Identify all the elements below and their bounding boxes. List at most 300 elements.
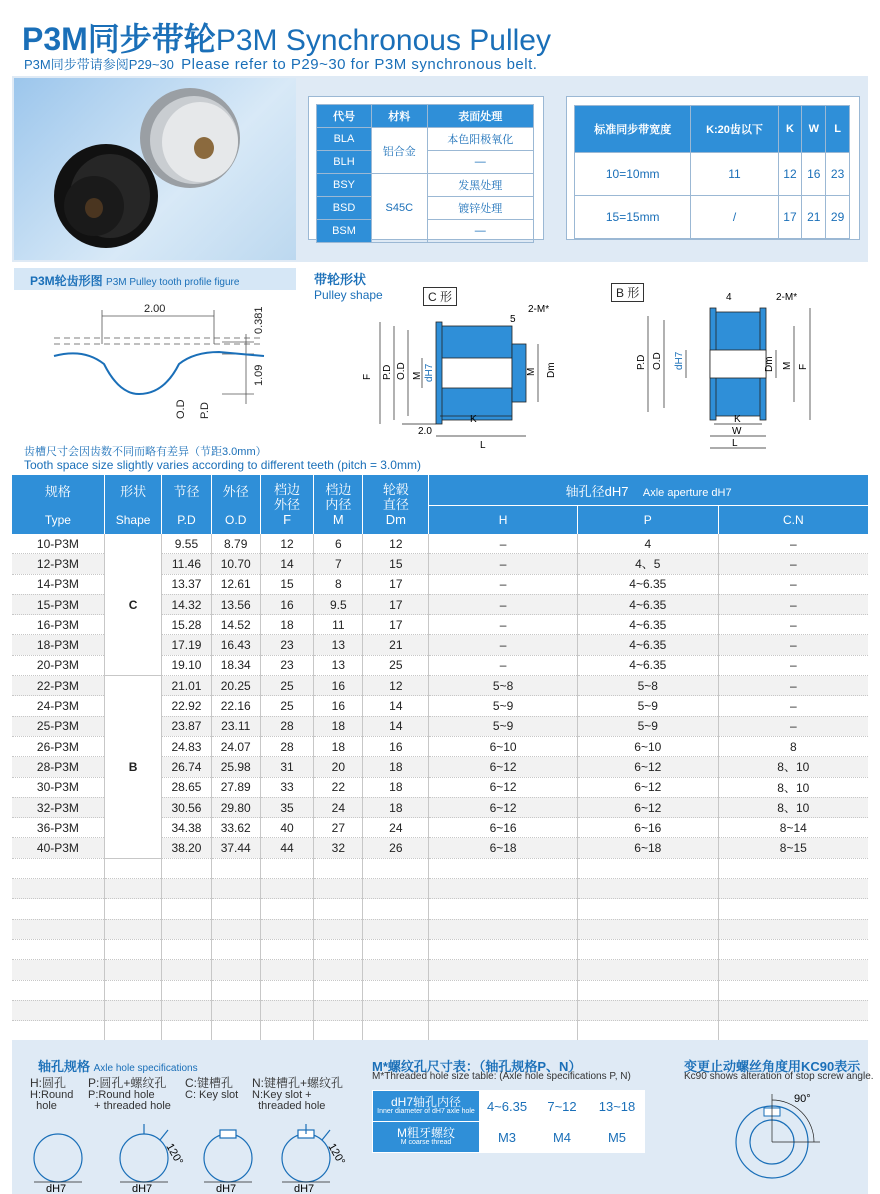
table-cell: 16 — [314, 696, 363, 716]
table-cell — [162, 980, 211, 1000]
table-cell — [104, 939, 161, 959]
table-cell: 8~14 — [718, 818, 868, 838]
table-cell — [12, 858, 104, 878]
table-cell: 13 — [314, 635, 363, 655]
table-cell — [718, 1021, 868, 1041]
table-cell — [577, 1021, 718, 1041]
mat-s45c: S45C — [372, 174, 428, 243]
tooth-profile-caption — [14, 268, 296, 290]
th-m: 档边 内径 M — [314, 475, 363, 534]
table-cell — [718, 939, 868, 959]
th-f: 档边 外径 F — [260, 475, 313, 534]
kw-header: K:20齿以下 — [691, 106, 778, 153]
table-cell: 23 — [260, 635, 313, 655]
table-cell — [314, 939, 363, 959]
mat-header-treatment: 表面处理 — [427, 105, 533, 128]
b-dim-dm: Dm — [764, 356, 775, 372]
table-cell: – — [429, 554, 578, 574]
table-cell: 18 — [314, 716, 363, 736]
dim-depth: 1.09 — [253, 364, 265, 386]
table-cell: 27 — [314, 818, 363, 838]
table-cell: 6~18 — [577, 838, 718, 858]
table-cell — [314, 1000, 363, 1020]
kc90-angle: 90° — [794, 1093, 811, 1105]
table-row — [12, 919, 868, 939]
kw-cell: 29 — [826, 196, 850, 239]
table-cell — [104, 1021, 161, 1041]
table-cell: 17.19 — [162, 635, 211, 655]
table-row — [12, 899, 868, 919]
table-cell: 29.80 — [211, 797, 260, 817]
b-shape-diagram — [618, 286, 828, 456]
table-cell — [162, 919, 211, 939]
table-cell — [429, 899, 578, 919]
table-row — [12, 676, 868, 696]
th-shape-en: Shape — [104, 506, 161, 535]
kw-cell: 15=15mm — [575, 196, 691, 239]
table-cell: 44 — [260, 838, 313, 858]
table-cell: 21.01 — [162, 676, 211, 696]
table-cell: 12-P3M — [12, 554, 104, 574]
table-cell: 9.55 — [162, 534, 211, 554]
th-axle: 轴孔径dH7 Axle aperture dH7 — [429, 475, 868, 506]
table-cell: 18-P3M — [12, 635, 104, 655]
axle-hole-diagrams — [20, 1116, 360, 1194]
table-cell: 14-P3M — [12, 574, 104, 594]
subtitle-cn: P3M同步带请参阅P29~30 — [24, 57, 174, 72]
thread-cell: 7~12 — [535, 1091, 590, 1122]
table-cell — [12, 939, 104, 959]
table-cell: 4~6.35 — [577, 655, 718, 675]
table-cell: 25 — [260, 676, 313, 696]
table-cell: 18 — [363, 777, 429, 797]
table-cell: 6~18 — [429, 838, 578, 858]
th-shape-cn: 形状 — [104, 475, 161, 506]
table-cell: 8 — [314, 574, 363, 594]
thread-table-title: M*螺纹孔尺寸表：（轴孔规格P、N） — [372, 1059, 582, 1074]
table-cell: 16.43 — [211, 635, 260, 655]
table-cell — [363, 919, 429, 939]
table-cell: 17 — [363, 615, 429, 635]
table-cell: 28 — [260, 736, 313, 756]
table-cell: 14.52 — [211, 615, 260, 635]
table-cell: 28-P3M — [12, 757, 104, 777]
table-cell: 5~9 — [429, 696, 578, 716]
table-cell: 11.46 — [162, 554, 211, 574]
table-cell — [12, 899, 104, 919]
table-row — [12, 534, 868, 554]
table-cell: 8.79 — [211, 534, 260, 554]
table-cell: 27.89 — [211, 777, 260, 797]
table-cell: 28 — [260, 716, 313, 736]
table-cell — [314, 980, 363, 1000]
thread-cell: M5 — [590, 1122, 645, 1153]
table-cell — [718, 960, 868, 980]
table-cell: 25-P3M — [12, 716, 104, 736]
pulley-shape-title-cn: 带轮形状 — [314, 272, 367, 287]
table-cell: 32 — [314, 838, 363, 858]
table-cell: 6~12 — [577, 797, 718, 817]
title-en: P3M Synchronous Pulley — [215, 24, 551, 57]
table-cell — [718, 858, 868, 878]
round-hole-icon — [34, 1134, 82, 1182]
table-cell — [260, 1021, 313, 1041]
table-cell: 24.83 — [162, 736, 211, 756]
table-cell: 38.20 — [162, 838, 211, 858]
kw-cell: 17 — [778, 196, 802, 239]
table-cell: 6~12 — [429, 757, 578, 777]
table-cell: 28.65 — [162, 777, 211, 797]
thread-table-subtitle: M*Threaded hole size table: (Axle hole specifications P, N) — [372, 1071, 631, 1082]
table-cell — [104, 919, 161, 939]
table-cell: 13.56 — [211, 594, 260, 614]
table-cell: – — [718, 594, 868, 614]
spec-table — [12, 475, 868, 1082]
table-cell: 6~10 — [429, 736, 578, 756]
table-cell: 37.44 — [211, 838, 260, 858]
kw-cell: 11 — [691, 153, 778, 196]
table-cell: 8、10 — [718, 777, 868, 797]
table-cell: 24-P3M — [12, 696, 104, 716]
th-type-cn: 规格 — [12, 475, 104, 506]
table-row — [12, 1000, 868, 1020]
table-cell: – — [718, 655, 868, 675]
table-cell — [162, 960, 211, 980]
thread-cell: M3 — [480, 1122, 535, 1153]
table-cell: 31 — [260, 757, 313, 777]
table-cell — [104, 980, 161, 1000]
table-cell: 9.5 — [314, 594, 363, 614]
c-dim-m: M — [412, 371, 423, 380]
mat-header-code: 代号 — [317, 105, 372, 128]
mat-code: BSM — [317, 220, 372, 243]
table-cell: – — [718, 696, 868, 716]
shape-cell: B — [104, 676, 161, 859]
table-cell: 13.37 — [162, 574, 211, 594]
table-cell — [718, 919, 868, 939]
table-cell: 6~12 — [577, 757, 718, 777]
th-od-en: O.D — [211, 506, 260, 535]
materials-table — [316, 104, 534, 243]
table-row — [12, 1021, 868, 1041]
table-cell: – — [718, 574, 868, 594]
table-cell: 40 — [260, 818, 313, 838]
table-cell — [260, 899, 313, 919]
table-cell: – — [429, 594, 578, 614]
b-dim-w: W — [732, 426, 742, 437]
table-cell: 13 — [314, 655, 363, 675]
table-cell: 5~8 — [429, 676, 578, 696]
table-cell — [260, 960, 313, 980]
table-cell — [577, 879, 718, 899]
table-cell — [260, 1000, 313, 1020]
th-type-en: Type — [12, 506, 104, 535]
angle-label: 120° — [325, 1141, 348, 1168]
table-cell — [718, 980, 868, 1000]
dim-pitch: 2.00 — [144, 303, 166, 315]
table-cell: 35 — [260, 797, 313, 817]
table-cell: – — [429, 635, 578, 655]
table-cell — [363, 939, 429, 959]
round-threaded-hole-icon — [120, 1134, 168, 1182]
tooth-profile-title-en: P3M Pulley tooth profile figure — [106, 277, 240, 288]
mat-aluminum: 铝合金 — [372, 128, 428, 174]
label-od: O.D — [175, 399, 187, 419]
table-cell — [314, 858, 363, 878]
table-cell: 20-P3M — [12, 655, 104, 675]
b-shape-label: B 形 — [611, 283, 644, 302]
table-cell — [429, 1021, 578, 1041]
note-cn: 齿槽尺寸会因齿数不同而略有差异（节距3.0mm） — [24, 446, 267, 458]
table-cell: 15 — [363, 554, 429, 574]
table-cell: 18 — [363, 797, 429, 817]
table-cell — [429, 879, 578, 899]
table-cell — [577, 939, 718, 959]
table-cell: – — [718, 615, 868, 635]
b-dim-mstar: 2-M* — [776, 292, 798, 303]
table-cell: 32-P3M — [12, 797, 104, 817]
axle-p-label: P:圆孔+螺纹孔 P:Round hole + threaded hole — [88, 1076, 171, 1112]
c-dim-od: O.D — [396, 362, 407, 380]
table-cell: 5~9 — [429, 716, 578, 736]
table-cell: – — [718, 676, 868, 696]
table-cell: 22.92 — [162, 696, 211, 716]
mat-code: BSD — [317, 197, 372, 220]
mat-code: BLA — [317, 128, 372, 151]
table-cell — [314, 960, 363, 980]
c-dim-mstar: 2-M* — [528, 304, 550, 315]
table-row — [12, 939, 868, 959]
b-dim-four: 4 — [726, 292, 732, 303]
tooth-profile-title-cn: P3M轮齿形图 — [30, 274, 103, 288]
table-cell: 24 — [314, 797, 363, 817]
dh7-label: dH7 — [294, 1183, 315, 1194]
mat-code: BLH — [317, 151, 372, 174]
table-cell — [718, 899, 868, 919]
table-cell — [577, 960, 718, 980]
black-pulley-icon — [54, 144, 158, 248]
kw-cell: 23 — [826, 153, 850, 196]
table-cell: 16 — [260, 594, 313, 614]
table-cell: 17 — [363, 594, 429, 614]
th-pd-cn: 节径 — [162, 475, 211, 506]
table-cell: 4、5 — [577, 554, 718, 574]
note-en: Tooth space size slightly varies according to different teeth (pitch = 3.0mm) — [24, 458, 421, 472]
table-cell: 16-P3M — [12, 615, 104, 635]
c-dim-dh7: dH7 — [424, 363, 435, 382]
table-cell — [260, 939, 313, 959]
table-cell: 21 — [363, 635, 429, 655]
table-cell: – — [429, 655, 578, 675]
thread-cell: 4~6.35 — [480, 1091, 535, 1122]
table-cell: 4~6.35 — [577, 635, 718, 655]
table-cell — [162, 1000, 211, 1020]
b-dim-pd: P.D — [636, 354, 647, 370]
table-cell: 8 — [718, 736, 868, 756]
table-cell: 15.28 — [162, 615, 211, 635]
table-cell — [363, 980, 429, 1000]
table-cell — [162, 879, 211, 899]
table-cell — [162, 899, 211, 919]
thread-table — [372, 1090, 645, 1153]
b-dim-f: F — [798, 363, 809, 370]
table-cell — [314, 879, 363, 899]
table-cell: – — [718, 554, 868, 574]
table-cell: 12 — [363, 534, 429, 554]
table-cell — [363, 1000, 429, 1020]
table-cell: 22 — [314, 777, 363, 797]
table-cell: 12.61 — [211, 574, 260, 594]
pulley-illustration — [14, 78, 296, 260]
kw-cell: / — [691, 196, 778, 239]
table-cell — [104, 960, 161, 980]
table-cell: 25 — [363, 655, 429, 675]
table-cell: – — [429, 615, 578, 635]
th-p: P — [577, 506, 718, 535]
table-cell — [314, 919, 363, 939]
table-cell — [12, 980, 104, 1000]
table-cell: 33 — [260, 777, 313, 797]
table-cell: 26-P3M — [12, 736, 104, 756]
table-cell: 34.38 — [162, 818, 211, 838]
table-cell — [211, 899, 260, 919]
table-cell: 26.74 — [162, 757, 211, 777]
table-cell — [577, 980, 718, 1000]
title-cn: P3M同步带轮 — [22, 21, 216, 57]
table-cell: 18.34 — [211, 655, 260, 675]
silver-pulley-icon — [140, 88, 240, 188]
table-row — [12, 879, 868, 899]
spec-body — [12, 534, 868, 1082]
table-cell: 16 — [314, 676, 363, 696]
table-cell: 23.87 — [162, 716, 211, 736]
mat-treatment: — — [427, 151, 533, 174]
angle-label: 120° — [163, 1141, 186, 1168]
label-pd: P.D — [199, 402, 211, 419]
table-cell: 36-P3M — [12, 818, 104, 838]
table-cell — [104, 858, 161, 878]
table-cell: 6~16 — [577, 818, 718, 838]
table-cell: – — [718, 716, 868, 736]
table-cell: 15-P3M — [12, 594, 104, 614]
table-cell: 8~15 — [718, 838, 868, 858]
table-cell — [577, 899, 718, 919]
table-cell: 6~10 — [577, 736, 718, 756]
table-cell — [211, 879, 260, 899]
table-cell — [211, 980, 260, 1000]
table-cell: 5~9 — [577, 696, 718, 716]
table-cell — [363, 960, 429, 980]
table-cell: 33.62 — [211, 818, 260, 838]
table-cell — [211, 1000, 260, 1020]
table-cell: 20 — [314, 757, 363, 777]
table-cell: 6~12 — [577, 777, 718, 797]
key-threaded-hole-icon — [282, 1134, 330, 1182]
table-cell: – — [718, 534, 868, 554]
shape-cell: C — [104, 534, 161, 676]
table-cell — [718, 1000, 868, 1020]
dh7-label: dH7 — [132, 1183, 153, 1194]
table-cell — [429, 858, 578, 878]
table-cell: 14 — [260, 554, 313, 574]
table-cell — [211, 1021, 260, 1041]
table-cell — [104, 879, 161, 899]
pulley-shape-title-en: Pulley shape — [314, 288, 383, 302]
th-h: H — [429, 506, 578, 535]
table-cell — [260, 858, 313, 878]
table-cell: 7 — [314, 554, 363, 574]
table-cell: 25.98 — [211, 757, 260, 777]
table-cell: 40-P3M — [12, 838, 104, 858]
table-cell — [577, 858, 718, 878]
table-cell: 20.25 — [211, 676, 260, 696]
table-cell: 26 — [363, 838, 429, 858]
table-cell — [577, 919, 718, 939]
table-cell: 25 — [260, 696, 313, 716]
table-cell: 24.07 — [211, 736, 260, 756]
kw-header: L — [826, 106, 850, 153]
table-cell: 12 — [260, 534, 313, 554]
kw-header: 标准同步带宽度 — [575, 106, 691, 153]
thread-row2-label: M粗牙螺纹 M coarse thread — [373, 1122, 480, 1153]
table-cell: 6~16 — [429, 818, 578, 838]
table-cell — [12, 960, 104, 980]
axle-h-label: H:圆孔 H:Round hole — [30, 1076, 74, 1112]
table-cell — [12, 1000, 104, 1020]
c-shape-diagram — [340, 296, 570, 456]
dh7-label: dH7 — [216, 1183, 237, 1194]
table-cell — [211, 939, 260, 959]
b-dim-m: M — [782, 361, 793, 370]
tooth-curve — [54, 352, 264, 394]
thread-cell: 13~18 — [590, 1091, 645, 1122]
axle-n-label: N:键槽孔+螺纹孔 N:Key slot + threaded hole — [252, 1076, 344, 1112]
table-cell — [211, 858, 260, 878]
table-cell — [363, 879, 429, 899]
c-dim-k: K — [470, 414, 477, 425]
kw-cell: 10=10mm — [575, 153, 691, 196]
table-cell: 14 — [363, 716, 429, 736]
table-cell: 19.10 — [162, 655, 211, 675]
mat-header-material: 材料 — [372, 105, 428, 128]
table-cell: 18 — [260, 615, 313, 635]
table-cell: 14.32 — [162, 594, 211, 614]
table-cell — [429, 980, 578, 1000]
table-row — [12, 960, 868, 980]
table-cell — [211, 960, 260, 980]
table-cell: 16 — [363, 736, 429, 756]
c-dim-l: L — [480, 440, 486, 451]
key-slot-hole-icon — [204, 1134, 252, 1182]
mat-treatment: 镀锌处理 — [427, 197, 533, 220]
mat-code: BSY — [317, 174, 372, 197]
table-cell: 23.11 — [211, 716, 260, 736]
subtitle-en: Please refer to P29~30 for P3M synchronous belt. — [181, 56, 538, 73]
table-cell — [577, 1000, 718, 1020]
c-dim-m2: M — [526, 367, 537, 376]
c-shape-label: C 形 — [423, 287, 457, 306]
table-cell — [260, 879, 313, 899]
table-cell — [260, 919, 313, 939]
kw-header: K — [778, 106, 802, 153]
c-dim-f: F — [362, 373, 373, 380]
table-cell: – — [429, 534, 578, 554]
table-cell — [104, 899, 161, 919]
table-cell — [12, 919, 104, 939]
c-dim-dm: Dm — [546, 362, 557, 378]
thread-cell: M4 — [535, 1122, 590, 1153]
table-cell: 15 — [260, 574, 313, 594]
